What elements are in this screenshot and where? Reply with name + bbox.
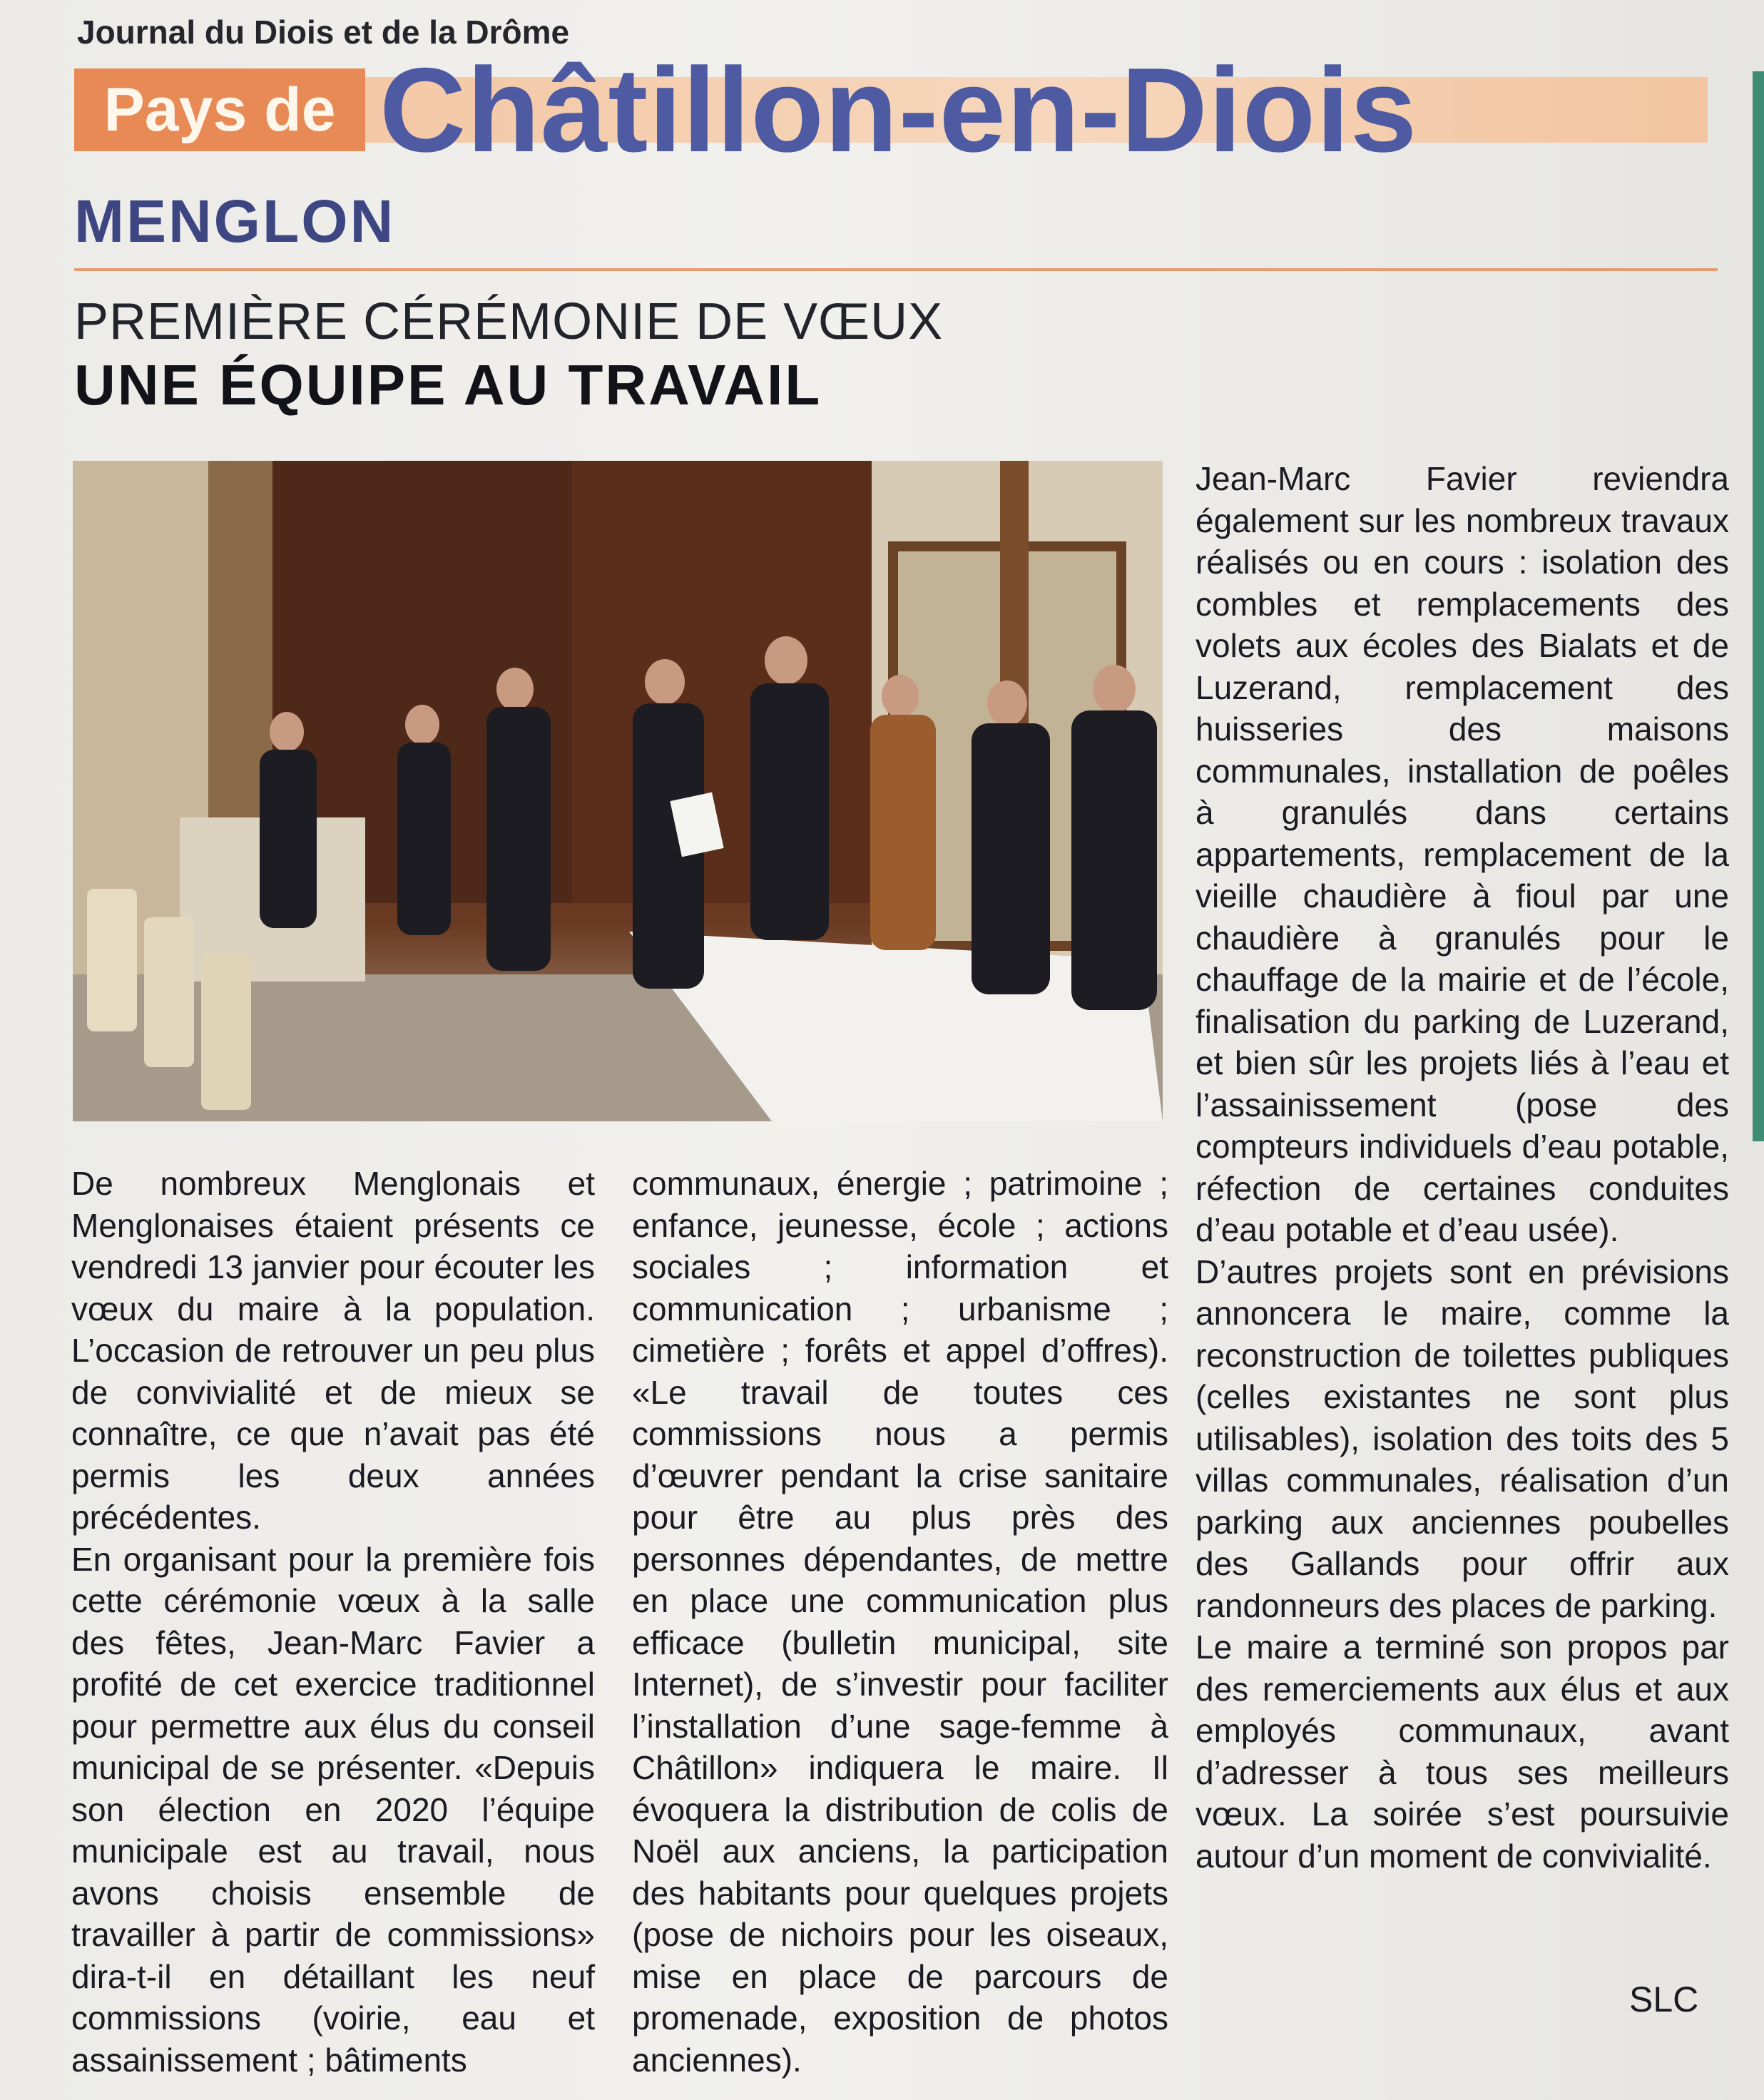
article-kicker: PREMIÈRE CÉRÉMONIE DE VŒUX <box>74 293 944 350</box>
article-paragraph: Le maire a terminé son propos par des remerciements aux élus et aux employés communaux, avant d’adresser à tous ses meilleurs vœux. La soirée s’est poursuivie autour d’un moment de convivialité. <box>1195 1628 1729 1875</box>
article-paragraph: De nombreux Menglonais et Menglonaises étaient présents ce vendredi 13 janvier pour écouter les vœux du maire à la population. L’occasion de retrouver un peu plus de convivialité et de mieux se connaître, ce que n’avait pas été permis les deux années précédentes. <box>71 1165 595 1536</box>
article-headline: UNE ÉQUIPE AU TRAVAIL <box>74 353 822 417</box>
section-rule <box>74 268 1718 271</box>
locality-heading: MENGLON <box>74 188 396 255</box>
article-column-3 <box>1195 458 1729 1877</box>
author-signature: SLC <box>1629 1979 1699 2019</box>
article-column-2 <box>632 1163 1168 2081</box>
article-paragraph: En organisant pour la première fois cette cérémonie vœux à la salle des fêtes, Jean-Marc Favier a profité de cet exercice traditionnel pour permettre aux élus du conseil municipal de se présenter. «Depuis son élection en 2020 l’équipe municipale est au travail, nous avons choisis ensemble de travailler à partir de commissions» dira-t-il en détaillant les neuf commissions (voirie, eau et assainissement ; bâtiments <box>71 1540 595 2079</box>
pays-label: Pays de <box>74 68 365 151</box>
article-paragraph: D’autres projets sont en prévisions annoncera le maire, comme la reconstruction de toilettes publiques (celles existantes ne sont plus utilisables), isolation des toits des 5 villas communales, réalisation d’un parking aux anciennes poubelles des Gallands pour offrir aux randonneurs des places de parking. <box>1195 1253 1729 1624</box>
photo-illustration <box>73 461 1163 1121</box>
publication-name: Journal du Diois et de la Drôme <box>77 14 570 51</box>
article-paragraph: communaux, énergie ; patrimoine ; enfance, jeunesse, école ; actions sociales ; information et communication ; urbanisme ; cimetière ; forêts et appel d’offres). «Le travail de toutes ces commissions nous a permis d’œuvrer pendant la crise sanitaire pour être au plus près des personnes dépendantes, de mettre en place une communication plus efficace (bulletin municipal, site Internet), de s’investir pour faciliter l’installation d’une sage-femme à Châtillon» indiquera le maire. Il évoquera la distribution de colis de Noël aux anciens, la participation des habitants pour quelques projets (pose de nichoirs pour les oiseaux, mise en place de parcours de promenade, exposition de photos anciennes). <box>632 1165 1168 2079</box>
article-photo <box>73 461 1163 1121</box>
region-title: Châtillon-en-Diois <box>379 43 1418 177</box>
article-column-1 <box>71 1163 595 2081</box>
page-edge-strip <box>1753 71 1764 1141</box>
article-paragraph: Jean-Marc Favier reviendra également sur les nombreux travaux réalisés ou en cours : isolation des combles et remplacements des volets aux écoles des Bialats et de Luzerand, remplacement des huisseries des maisons communales, installation de poêles à granulés dans certains appartements, remplacement de la vieille chaudière à fioul par une chaudière à granulés pour le chauffage de la mairie et de l’école, finalisation du parking de Luzerand, et bien sûr les projets liés à l’eau et l’assainissement (pose des compteurs individuels d’eau potable, réfection de certaines conduites d’eau potable et d’eau usée). <box>1195 460 1729 1248</box>
